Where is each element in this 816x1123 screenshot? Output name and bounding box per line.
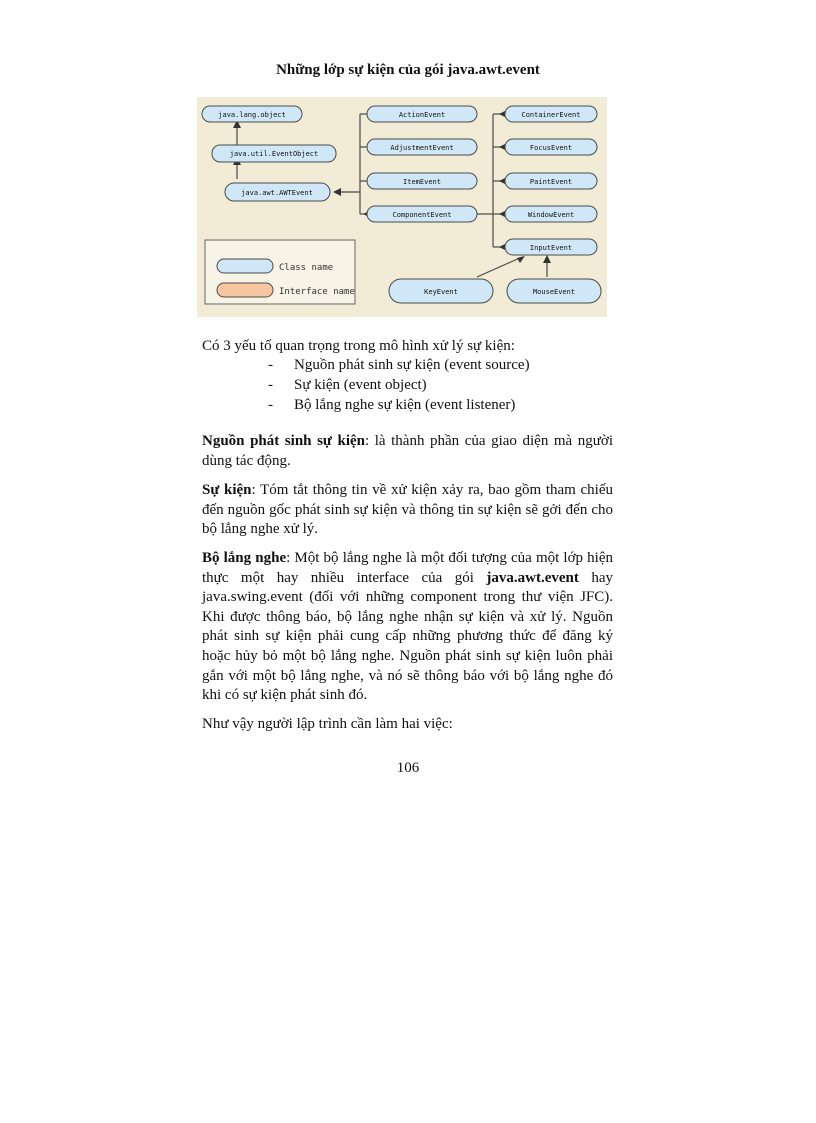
- class-awt-event-label: java.awt.AWTEvent: [241, 189, 313, 197]
- class-focus-event-label: FocusEvent: [529, 144, 573, 152]
- paragraph-event: [202, 481, 613, 540]
- term-listener: Bộ lắng nghe: [202, 550, 287, 566]
- class-action-event-label: ActionEvent: [398, 111, 446, 119]
- list-item-text: Sự kiện (event object): [294, 377, 427, 393]
- paragraph-conclusion: Như vậy người lập trình cần làm hai việc:: [202, 716, 453, 732]
- page-number: 106: [396, 760, 420, 776]
- paragraph-event-text: : Tóm tắt thông tin về xử kiện xảy ra, bao gồm tham chiếu đến nguồn gốc phát sinh sự kiện và thông tin sự kiện sẽ gởi đến cho bộ lắng nghe xử lý.: [202, 482, 613, 538]
- element-list: [268, 355, 530, 415]
- term-event: Sự kiện: [202, 482, 252, 498]
- list-item-text: Nguồn phát sinh sự kiện (event source): [294, 357, 530, 373]
- paragraph-listener-text-before: : Một bộ lắng nghe là một đối tượng của một lớp hiện thực một hay nhiều interface của gói: [202, 550, 613, 586]
- bullet-marker: -: [268, 357, 273, 373]
- list-item: [268, 395, 530, 415]
- legend-interface-label: Interface name: [279, 287, 355, 297]
- package-name: java.awt.event: [486, 569, 579, 586]
- class-object-label: java.lang.object: [218, 111, 286, 119]
- class-mouse-event-label: MouseEvent: [532, 288, 576, 296]
- legend-interface-swatch: [217, 283, 273, 297]
- paragraph-listener-text-after: hay java.swing.event (đối với những component trong thư viện JFC). Khi được thông báo, bộ lắng nghe nhận sự kiện và xử lý. Nguồn phát sinh sự kiện phải cung cấp những phương thức để đăng ký hoặc hủy bỏ một bộ lắng nghe. Nguồn phát sinh sự kiện luôn phải gắn với một bộ lắng nghe, và nó sẽ thông báo với bộ lắng nghe đó khi có sự kiện phát sinh đó.: [202, 569, 613, 704]
- list-item: [268, 375, 530, 395]
- class-component-event-label: ComponentEvent: [392, 211, 452, 219]
- class-window-event-label: WindowEvent: [527, 211, 575, 219]
- list-item-text: Bộ lắng nghe sự kiện (event listener): [294, 397, 516, 413]
- class-input-event-label: InputEvent: [529, 244, 573, 252]
- legend-class-swatch: [217, 259, 273, 273]
- paragraph-listener: [202, 549, 613, 706]
- class-paint-event-label: PaintEvent: [529, 178, 573, 186]
- bullet-marker: -: [268, 397, 273, 413]
- class-adjustment-event-label: AdjustmentEvent: [390, 144, 454, 152]
- class-container-event-label: ContainerEvent: [521, 111, 581, 119]
- intro-text: Có 3 yếu tố quan trọng trong mô hình xử lý sự kiện:: [202, 338, 515, 354]
- paragraph-source: [202, 432, 613, 471]
- list-item: [268, 355, 530, 375]
- class-event-object-label: java.util.EventObject: [229, 150, 319, 158]
- term-source: Nguồn phát sinh sự kiện: [202, 433, 365, 449]
- diagram-legend: [205, 240, 355, 304]
- event-class-diagram: [197, 97, 607, 317]
- legend-class-label: Class name: [279, 263, 334, 273]
- page-title: Những lớp sự kiện của gói java.awt.event: [276, 62, 540, 78]
- class-item-event-label: ItemEvent: [403, 178, 441, 186]
- class-key-event-label: KeyEvent: [424, 288, 458, 296]
- paragraph-source-text: : là thành phần của giao diện mà người dùng tác động.: [202, 433, 613, 469]
- bullet-marker: -: [268, 377, 273, 393]
